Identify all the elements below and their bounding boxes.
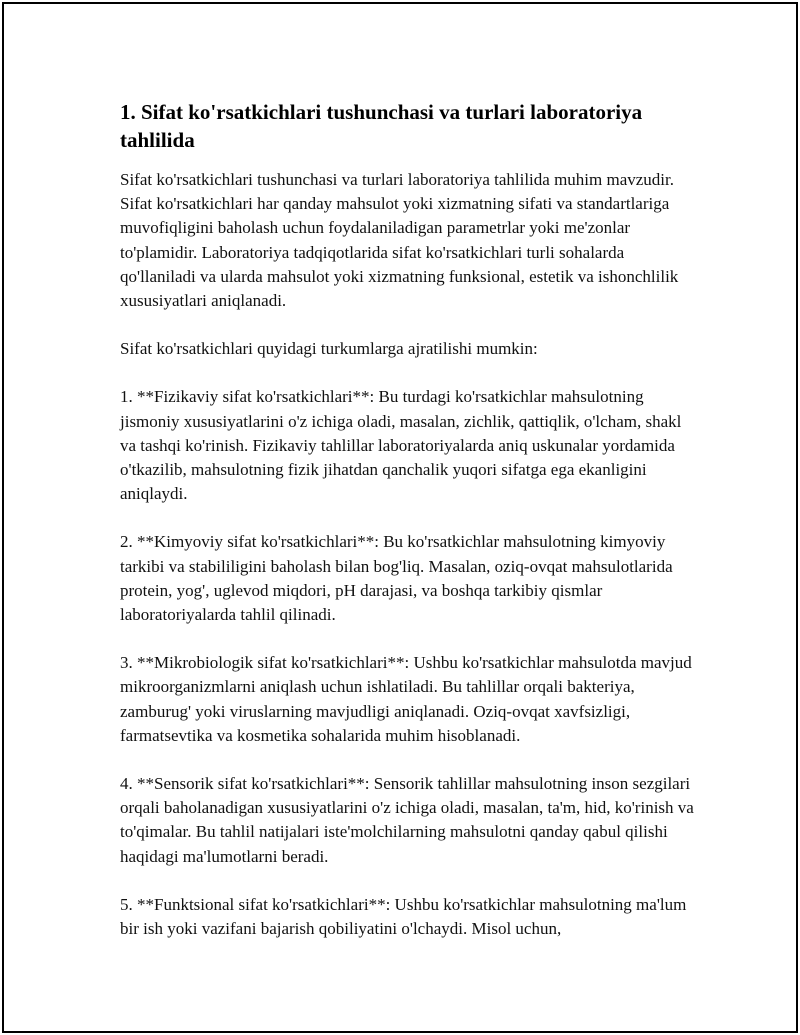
- intro-paragraph: Sifat ko'rsatkichlari tushunchasi va turlari laboratoriya tahlilida muhim mavzudir. Sifat ko'rsatkichlari har qanday mahsulot yoki xizmatning sifati va standartlariga muvofiqligini baholash uchun foydalaniladigan parametrlar yoki me'zonlar to'plamidir. Laboratoriya tadqiqotlarida sifat ko'rsatkichlari turli sohalarda qo'llaniladi va ularda mahsulot yoki xizmatning funksional, estetik va ishonchlilik xususiyatlari aniqlanadi.: [120, 170, 679, 311]
- categories-intro-paragraph: Sifat ko'rsatkichlari quyidagi turkumlarga ajratilishi mumkin:: [120, 339, 538, 359]
- sensory-indicators-paragraph: 4. **Sensorik sifat ko'rsatkichlari**: Sensorik tahlillar mahsulotning inson sezgilari orqali baholanadigan xususiyatlarini o'z ichiga oladi, masalan, ta'm, hid, ko'rinish va to'qimalar. Bu tahlil natijalari iste'molchilarning mahsulotni qanday qabul qilishi haqidagi ma'lumotlarni beradi.: [120, 774, 694, 866]
- document-body: [120, 98, 700, 965]
- section-heading: 1. Sifat ko'rsatkichlari tushunchasi va turlari laboratoriya tahlilida: [120, 100, 643, 152]
- functional-indicators-paragraph: 5. **Funktsional sifat ko'rsatkichlari**: Ushbu ko'rsatkichlar mahsulotning ma'lum bir ish yoki vazifani bajarish qobiliyatini o'lchaydi. Misol uchun,: [120, 894, 687, 939]
- physical-indicators-paragraph: 1. **Fizikaviy sifat ko'rsatkichlari**: Bu turdagi ko'rsatkichlar mahsulotning jismoniy xususiyatlarini o'z ichiga oladi, masalan, zichlik, qattiqlik, o'lcham, shakl va tashqi ko'rinish. Fizikaviy tahlillar laboratoriyalarda aniq uskunalar yordamida o'tkazilib, mahsulotning fizik jihatdan qanchalik yuqori sifatga ega ekanligini aniqlaydi.: [120, 387, 682, 504]
- document-page: [2, 2, 798, 1033]
- chemical-indicators-paragraph: 2. **Kimyoviy sifat ko'rsatkichlari**: Bu ko'rsatkichlar mahsulotning kimyoviy tarkibi va stabililigini baholash bilan bog'liq. Masalan, oziq-ovqat mahsulotlarida protein, yog', uglevod miqdori, pH darajasi, va boshqa tarkibiy qismlar laboratoriyalarda tahlil qilinadi.: [120, 532, 673, 625]
- microbiological-indicators-paragraph: 3. **Mikrobiologik sifat ko'rsatkichlari**: Ushbu ko'rsatkichlar mahsulotda mavjud mikroorganizmlarni aniqlash uchun ishlatiladi. Bu tahlillar orqali bakteriya, zamburug' yoki viruslarning mavjudligi aniqlanadi. Oziq-ovqat xavfsizligi, farmatsevtika va kosmetika sohalarida muhim hisoblanadi.: [120, 653, 692, 745]
